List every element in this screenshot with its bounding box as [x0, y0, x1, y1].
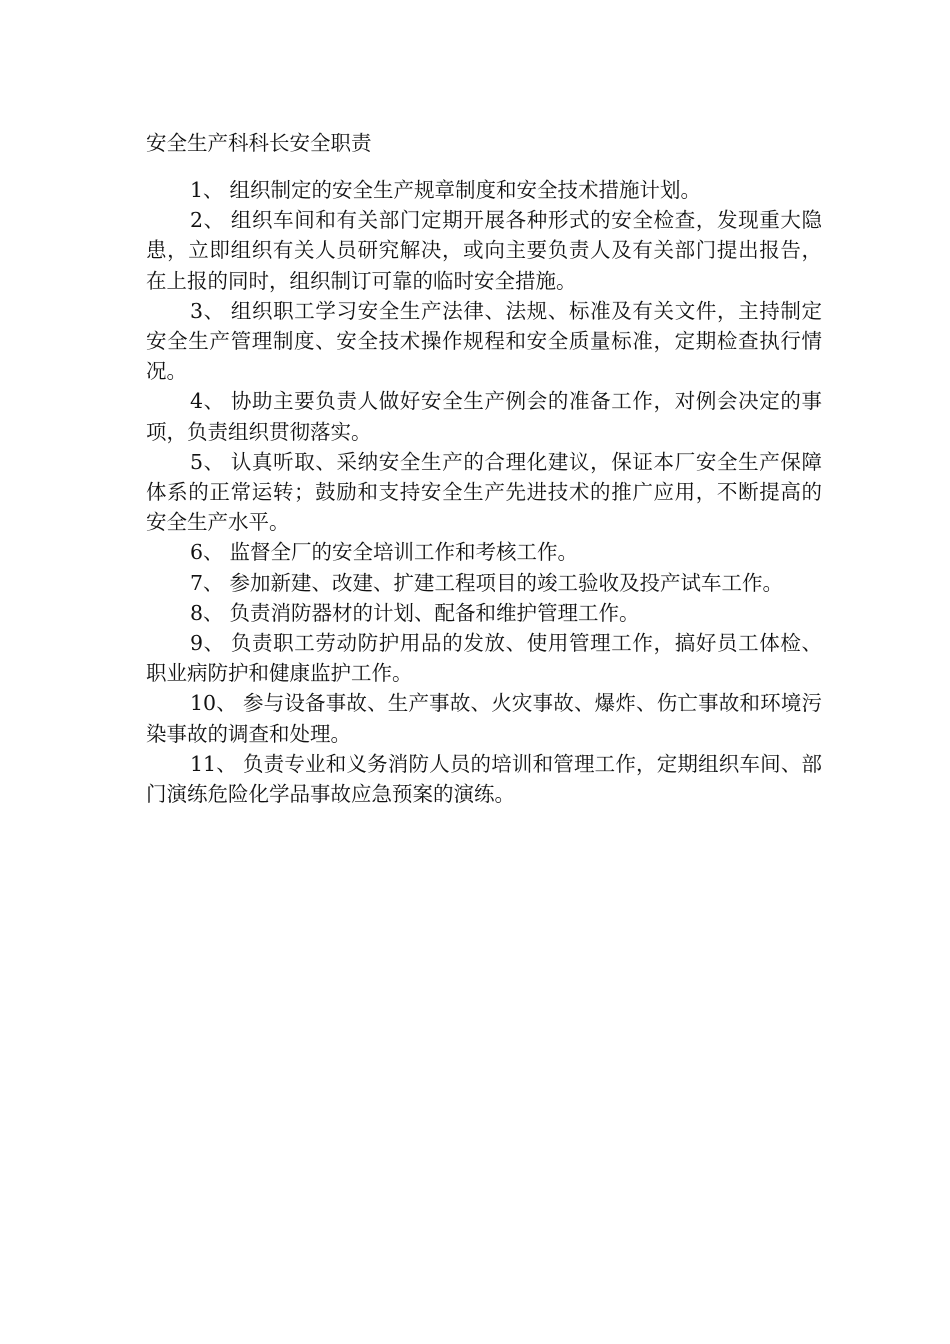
item-number: 4、: [190, 389, 225, 414]
duty-item-2: [146, 205, 822, 296]
duty-item-4: [146, 386, 822, 446]
document-title: 安全生产科科长安全职责: [146, 131, 372, 155]
item-number: 9、: [190, 631, 225, 656]
item-number: 10、: [190, 691, 237, 716]
duty-item-8: [146, 598, 822, 628]
item-text: 监督全厂的安全培训工作和考核工作。: [229, 540, 579, 565]
item-text: 组织职工学习安全生产法律、法规、标准及有关文件，主持制定安全生产管理制度、安全技术操作规程和安全质量标准，定期检查执行情况。: [146, 298, 823, 384]
item-text: 负责职工劳动防护用品的发放、使用管理工作，搞好员工体检、职业病防护和健康监护工作。: [146, 631, 823, 686]
item-text: 组织车间和有关部门定期开展各种形式的安全检查，发现重大隐患，立即组织有关人员研究解决，或向主要负责人及有关部门提出报告，在上报的同时，组织制订可靠的临时安全措施。: [146, 208, 823, 293]
duty-item-11: [146, 749, 822, 809]
item-text: 协助主要负责人做好安全生产例会的准备工作，对例会决定的事项，负责组织贯彻落实。: [146, 389, 823, 444]
item-number: 3、: [190, 298, 225, 323]
duty-item-9: [146, 628, 822, 688]
duty-item-3: [146, 296, 822, 387]
item-number: 1、: [190, 178, 224, 202]
duty-item-5: [146, 447, 822, 538]
item-text: 认真听取、采纳安全生产的合理化建议，保证本厂安全生产保障体系的正常运转；鼓励和支持安全生产先进技术的推广应用，不断提高的安全生产水平。: [146, 449, 823, 535]
item-text: 参与设备事故、生产事故、火灾事故、爆炸、伤亡事故和环境污染事故的调查和处理。: [146, 691, 823, 746]
item-text: 参加新建、改建、扩建工程项目的竣工验收及投产试车工作。: [229, 570, 784, 595]
document-body: [146, 128, 822, 809]
duty-item-10: [146, 688, 822, 748]
item-number: 11、: [190, 751, 237, 776]
item-number: 8、: [190, 600, 224, 625]
item-number: 5、: [190, 449, 225, 474]
duty-item-7: [146, 568, 822, 598]
duty-item-6: [146, 537, 822, 567]
item-number: 6、: [190, 540, 224, 565]
item-number: 2、: [190, 208, 225, 233]
item-text: 组织制定的安全生产规章制度和安全技术措施计划。: [229, 178, 702, 202]
item-text: 负责专业和义务消防人员的培训和管理工作，定期组织车间、部门演练危险化学品事故应急预案的演练。: [146, 751, 823, 807]
item-number: 7、: [190, 570, 224, 595]
item-text: 负责消防器材的计划、配备和维护管理工作。: [229, 600, 640, 625]
duty-item-1: [146, 175, 822, 205]
